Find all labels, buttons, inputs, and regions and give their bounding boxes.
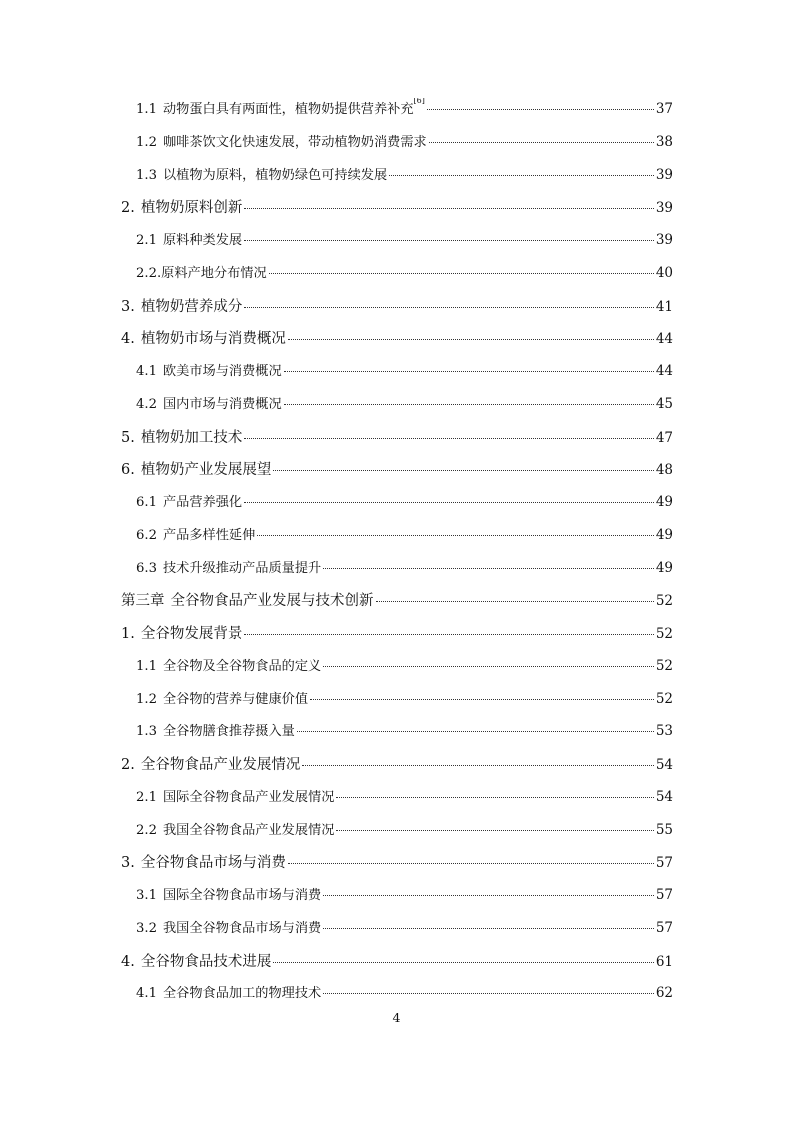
toc-entry[interactable] [0, 229, 793, 262]
toc-entry-title [163, 360, 282, 379]
toc-entry-title-text: 全谷物的营养与健康价值 [162, 691, 309, 707]
citation-reference: [6] [413, 98, 425, 105]
toc-entry-title-text: 动物蛋白具有两面性，植物奶提供营养补充 [162, 102, 414, 117]
toc-entry-title [163, 917, 321, 936]
toc-entry-title [141, 327, 286, 348]
toc-entry-number: 1.2 [136, 134, 157, 150]
dot-leader [389, 175, 654, 176]
toc-entry-title [163, 491, 242, 510]
dot-leader [376, 601, 654, 602]
toc-entry-page: 52 [655, 593, 673, 610]
toc-entry[interactable] [0, 262, 793, 295]
toc-entry[interactable] [0, 196, 793, 229]
toc-entry[interactable] [0, 819, 793, 852]
toc-entry[interactable] [0, 589, 793, 622]
toc-entry[interactable] [0, 327, 793, 360]
toc-entry-number: 第三章 [121, 593, 165, 610]
toc-entry-title [163, 98, 425, 117]
toc-entry-page: 44 [655, 363, 673, 379]
dot-leader [297, 731, 654, 732]
dot-leader [302, 765, 653, 766]
toc-entry-title-text: 植物奶产业发展展望 [140, 462, 272, 479]
toc-entry-number: 6.1 [136, 495, 157, 510]
toc-entry[interactable] [0, 655, 793, 688]
toc-entry-number: 1.3 [136, 167, 157, 183]
dot-leader [273, 470, 653, 471]
toc-entry[interactable] [0, 393, 793, 426]
toc-entry-number: 1.2 [136, 691, 157, 707]
toc-entry-title [141, 458, 272, 479]
toc-entry-number: 1. [121, 626, 135, 642]
toc-entry[interactable] [0, 458, 793, 491]
dot-leader [323, 895, 654, 896]
toc-entry-title-text: 国内市场与消费概况 [162, 396, 282, 412]
toc-entry[interactable] [0, 295, 793, 328]
toc-entry-number: 6.2 [136, 527, 157, 543]
dot-leader [269, 273, 654, 274]
toc-entry-title [163, 982, 321, 1001]
toc-entry[interactable] [0, 720, 793, 753]
toc-entry[interactable] [0, 98, 793, 131]
toc-entry-page: 40 [655, 264, 673, 281]
toc-entry-title [163, 655, 321, 674]
toc-entry[interactable] [0, 851, 793, 884]
toc-entry-page: 49 [655, 526, 673, 543]
toc-entry-number: 1.3 [136, 724, 157, 740]
toc-entry-title-text: 我国全谷物食品市场与消费 [162, 920, 322, 936]
toc-entry-number: 4.1 [136, 986, 157, 1002]
toc-entry-page: 61 [655, 953, 673, 970]
toc-entry-title [163, 720, 295, 739]
dot-leader [257, 535, 654, 536]
toc-entry-title-text: 原料种类发展 [162, 233, 243, 248]
toc-entry-title-text: 2.2.原料产地分布情况 [136, 265, 267, 281]
toc-entry-title [163, 557, 321, 576]
toc-entry-page: 49 [655, 494, 673, 510]
dot-leader [244, 240, 654, 241]
toc-entry-title-text: 全谷物食品市场与消费 [140, 855, 286, 872]
toc-entry-title [163, 393, 282, 412]
toc-entry-page: 57 [655, 855, 673, 872]
toc-entry[interactable] [0, 786, 793, 819]
toc-entry-number: 6.3 [136, 560, 157, 576]
page-number: 4 [392, 1010, 401, 1025]
toc-entry[interactable] [0, 884, 793, 917]
toc-entry-page: 48 [655, 462, 673, 479]
toc-entry-page: 62 [655, 985, 673, 1002]
toc-entry-number: 4.1 [136, 364, 157, 379]
toc-entry[interactable] [0, 524, 793, 557]
dot-leader [336, 830, 653, 831]
toc-entry-title-text: 全谷物膳食推荐摄入量 [162, 724, 295, 740]
toc-entry-page: 49 [655, 559, 673, 576]
toc-entry[interactable] [0, 164, 793, 197]
toc-entry-title-text: 以植物为原料，植物奶绿色可持续发展 [162, 167, 388, 183]
toc-entry-page: 54 [655, 757, 673, 773]
toc-entry-title-text: 植物奶营养成分 [140, 298, 243, 315]
dot-leader [323, 666, 654, 667]
toc-entry-title [163, 164, 387, 183]
toc-entry-number: 4.2 [136, 396, 157, 412]
dot-leader [273, 962, 653, 963]
toc-entry-number: 1.1 [136, 658, 157, 674]
toc-entry-number: 3.1 [136, 888, 157, 903]
toc-entry-number: 3.2 [136, 920, 157, 936]
toc-entry-page: 57 [655, 919, 673, 936]
toc-entry-page: 52 [655, 690, 673, 707]
toc-entry[interactable] [0, 622, 793, 655]
toc-entry-title [163, 786, 334, 805]
dot-leader [284, 404, 654, 405]
toc-entry-number: 3. [121, 298, 135, 315]
toc-entry-title [171, 589, 374, 610]
toc-entry-title-text: 全谷物发展背景 [140, 626, 243, 642]
toc-entry-page: 52 [655, 626, 673, 642]
dot-leader [288, 339, 654, 340]
toc-entry[interactable] [0, 950, 793, 983]
toc-entry-page: 52 [655, 657, 673, 674]
toc-entry[interactable] [0, 131, 793, 164]
dot-leader [244, 634, 653, 635]
toc-entry-title-text: 我国全谷物食品产业发展情况 [162, 822, 335, 838]
dot-leader [244, 502, 654, 503]
toc-entry-title [141, 950, 272, 971]
toc-entry-title [141, 622, 243, 643]
toc-entry-title-text: 国际全谷物食品产业发展情况 [162, 789, 335, 805]
toc-entry-title [141, 295, 243, 316]
dot-leader [284, 371, 654, 372]
dot-leader [429, 142, 654, 143]
toc-entry-number: 2.2 [136, 822, 157, 838]
dot-leader [336, 797, 653, 798]
dot-leader [427, 109, 654, 110]
toc-entry-title-text: 产品营养强化 [162, 495, 243, 510]
toc-entry[interactable] [0, 360, 793, 393]
toc-entry-number: 2.1 [136, 233, 157, 248]
toc-entry-title-text: 植物奶市场与消费概况 [140, 331, 286, 348]
toc-entry-number: 2.1 [136, 789, 157, 805]
toc-entry-title-text: 植物奶原料创新 [140, 200, 243, 217]
toc-entry-title-text: 产品多样性延伸 [162, 527, 256, 543]
toc-entry-title [163, 884, 321, 903]
toc-entry-number: 1.1 [136, 102, 157, 117]
dot-leader [310, 699, 654, 700]
dot-leader [288, 863, 654, 864]
dot-leader [323, 568, 654, 569]
toc-entry-title-text: 全谷物食品产业发展情况 [140, 757, 301, 773]
toc-entry[interactable] [0, 688, 793, 721]
toc-entry-title [141, 851, 286, 872]
toc-entry-title-text: 咖啡茶饮文化快速发展，带动植物奶消费需求 [162, 134, 427, 150]
toc-entry-title-text: 全谷物食品产业发展与技术创新 [170, 593, 374, 610]
toc-entry-title-text: 全谷物及全谷物食品的定义 [162, 658, 322, 674]
toc-entry-page: 45 [655, 395, 673, 412]
toc-entry-title-text: 欧美市场与消费概况 [162, 364, 282, 379]
toc-entry-number: 3. [121, 855, 135, 872]
toc-entry-page: 57 [655, 887, 673, 903]
table-of-contents [0, 98, 793, 1015]
toc-entry[interactable] [0, 426, 793, 459]
toc-entry-title-text: 全谷物食品技术进展 [140, 953, 272, 970]
toc-entry-title [163, 819, 334, 838]
toc-entry-title [163, 688, 308, 707]
toc-entry-title-text: 国际全谷物食品市场与消费 [162, 888, 322, 903]
toc-entry-page: 39 [655, 232, 673, 248]
toc-entry-title [136, 262, 267, 281]
toc-entry-number: 4. [121, 331, 135, 348]
toc-entry-page: 41 [655, 298, 673, 315]
toc-entry-number: 5. [121, 429, 135, 446]
toc-entry[interactable] [0, 557, 793, 590]
toc-entry-page: 38 [655, 133, 673, 150]
toc-entry-page: 47 [655, 429, 673, 446]
toc-entry-number: 2. [121, 757, 135, 773]
dot-leader [244, 438, 653, 439]
toc-entry-title-text: 全谷物食品加工的物理技术 [162, 986, 322, 1002]
toc-entry[interactable] [0, 491, 793, 524]
toc-entry-page: 54 [655, 788, 673, 805]
dot-leader [323, 993, 654, 994]
toc-entry[interactable] [0, 753, 793, 786]
toc-entry-title-text: 植物奶加工技术 [140, 429, 243, 446]
toc-entry-page: 39 [655, 166, 673, 183]
dot-leader [244, 208, 653, 209]
toc-entry-number: 6. [121, 462, 135, 479]
toc-entry-page: 55 [655, 821, 673, 838]
toc-entry-page: 39 [655, 200, 673, 217]
toc-entry-page: 44 [655, 331, 673, 348]
toc-entry-title [163, 524, 255, 543]
toc-entry-number: 2. [121, 200, 135, 217]
toc-entry[interactable] [0, 917, 793, 950]
toc-entry-page: 53 [655, 723, 673, 740]
toc-entry-title-text: 技术升级推动产品质量提升 [162, 560, 322, 576]
toc-entry-title [141, 426, 243, 447]
toc-entry-title [163, 131, 427, 150]
dot-leader [244, 307, 653, 308]
dot-leader [323, 928, 654, 929]
toc-entry-title [141, 196, 243, 217]
toc-entry-title [141, 753, 301, 774]
toc-entry-number: 4. [121, 953, 135, 970]
toc-entry-title [163, 229, 242, 248]
toc-entry-page: 37 [655, 101, 673, 117]
